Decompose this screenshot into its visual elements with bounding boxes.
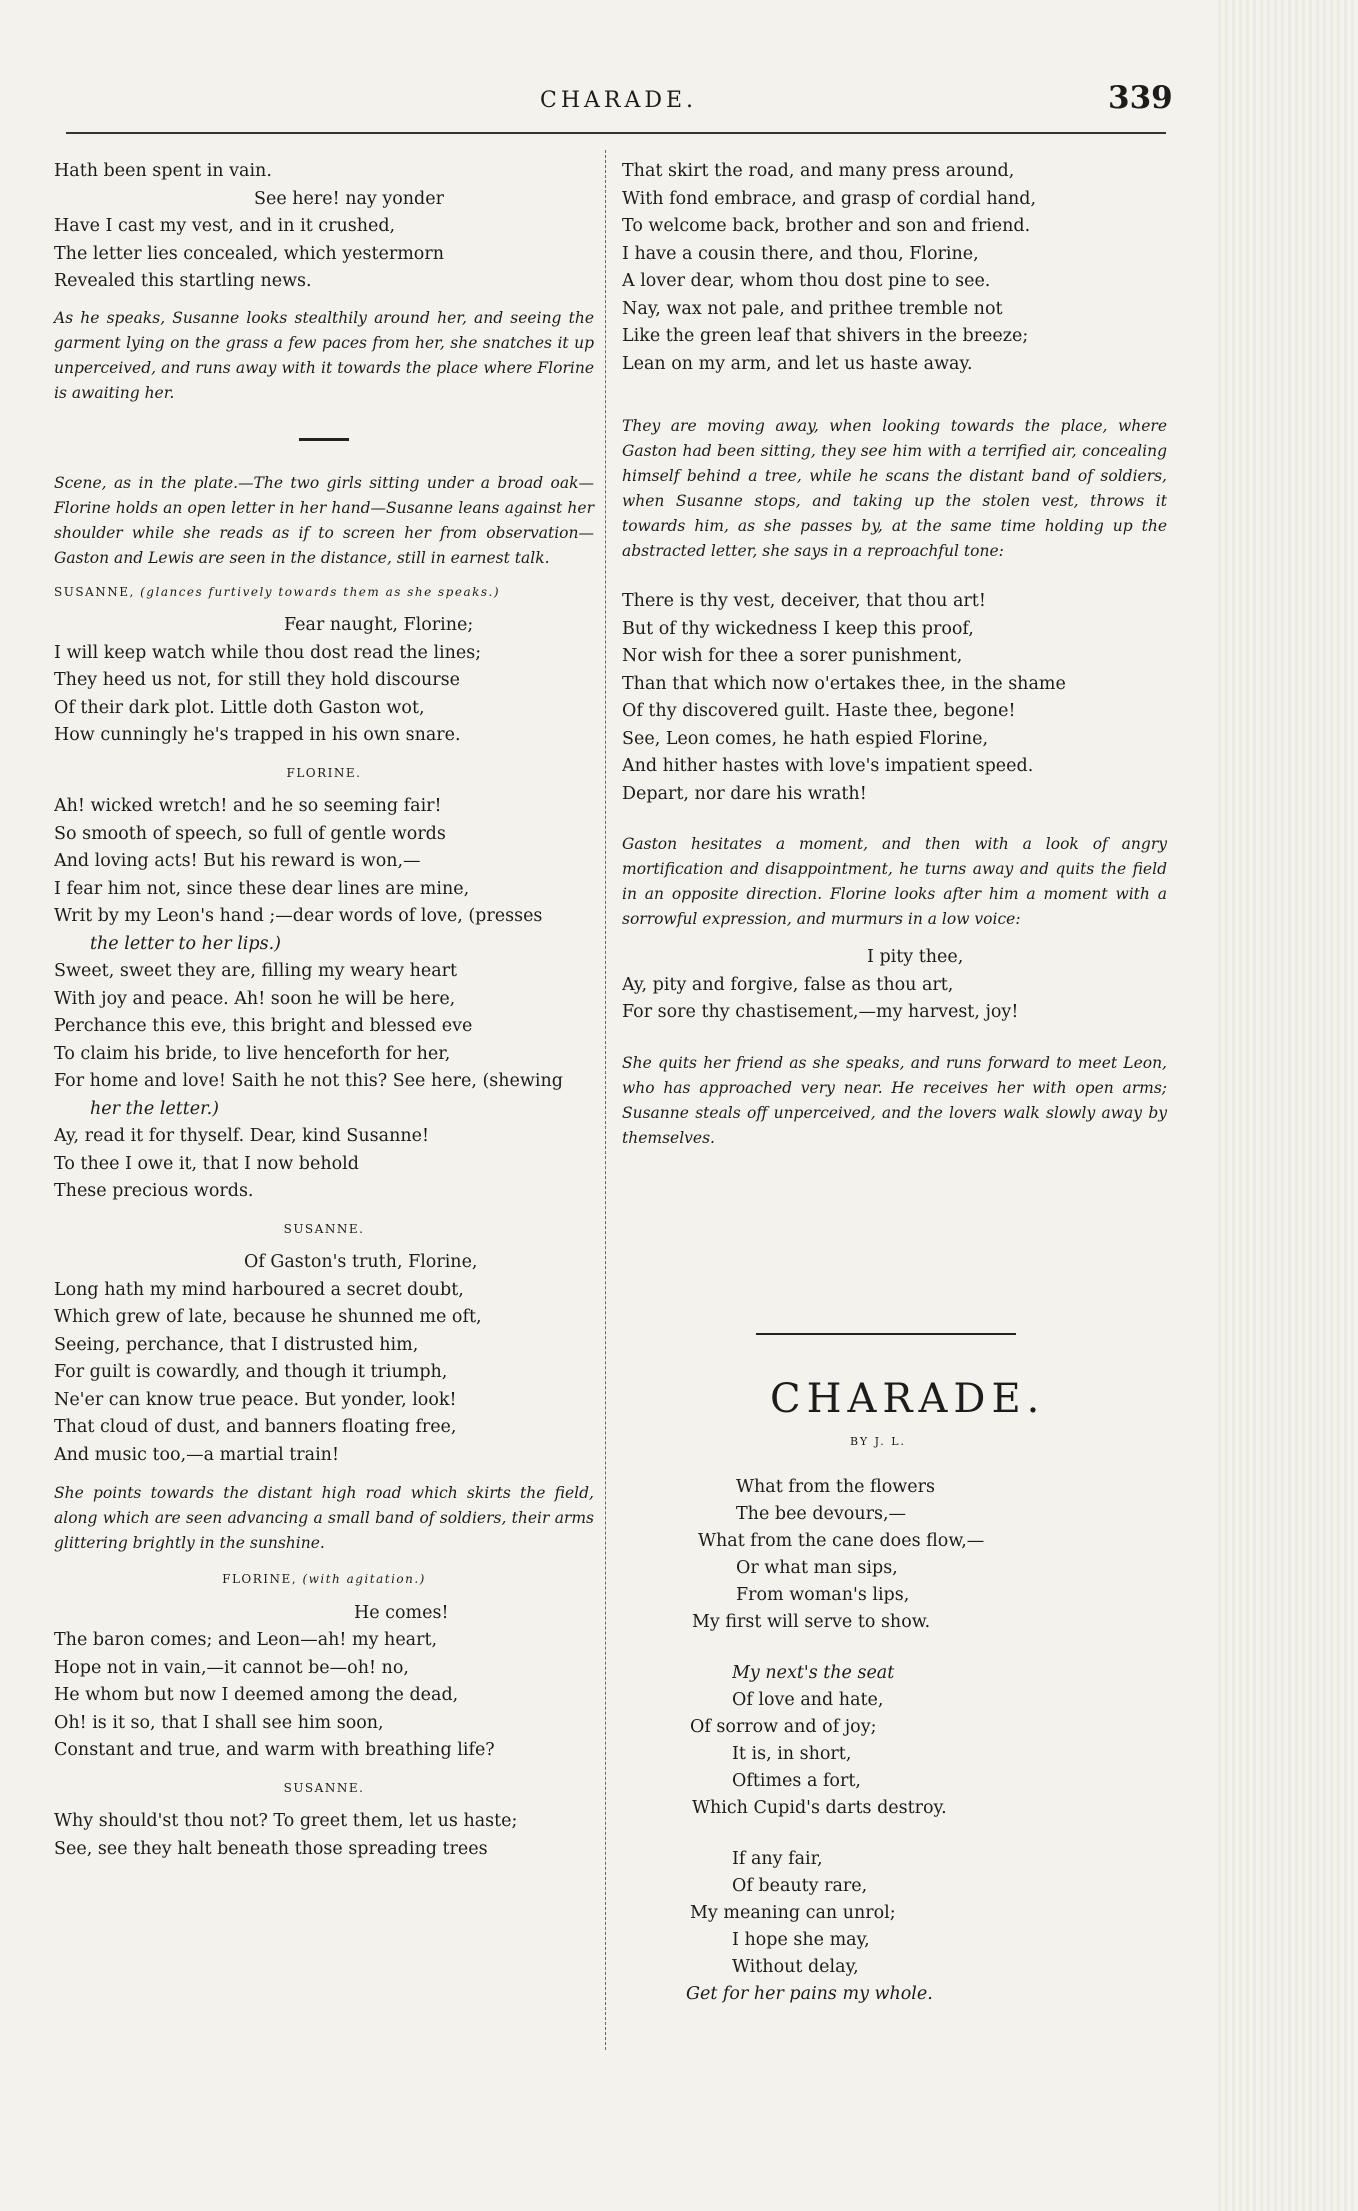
verse-block	[622, 158, 1167, 378]
verse-line: With fond embrace, and grasp of cordial hand,	[622, 188, 1037, 209]
verse-line: If any fair,	[732, 1849, 823, 1869]
verse-line: Perchance this eve, this bright and blessed eve	[54, 1016, 473, 1036]
verse-line: Of thy discovered guilt. Haste thee, begone!	[622, 701, 1016, 721]
verse-line: Fear naught, Florine;	[284, 615, 474, 635]
stage-direction: They are moving away, when looking towards the place, where Gaston had been sitting, they see him with a terrified air, concealing himself behind a tree, while he scans the distant band of soldiers, when Susanne stops, and taking up the stolen vest, throws it towards him, as she passes by, at the same time holding up the abstracted letter, she says in a reproachful tone:	[622, 417, 1167, 560]
verse-line: Sweet, sweet they are, filling my weary heart	[54, 961, 458, 981]
verse-block	[622, 588, 1167, 808]
verse-line: These precious words.	[54, 1181, 254, 1201]
verse-block	[54, 793, 594, 1206]
speaker-heading	[54, 579, 594, 607]
stage-direction: She quits her friend as she speaks, and runs forward to meet Leon, who has approached very near. He receives her with open arms; Susanne steals off unperceived, and the lovers walk slowly away by themselves.	[622, 1053, 1167, 1147]
verse-line: Of love and hate,	[732, 1690, 884, 1710]
verse-line: her the letter.)	[90, 1098, 219, 1119]
verse-line: Why should'st thou not? To greet them, let us haste;	[54, 1811, 518, 1831]
verse-line: There is thy vest, deceiver, that thou art!	[622, 591, 986, 611]
verse-block	[54, 1808, 594, 1863]
verse-line: I fear him not, since these dear lines are mine,	[54, 878, 470, 899]
verse-line: Of beauty rare,	[732, 1876, 868, 1896]
verse-line: To thee I owe it, that I now behold	[54, 1153, 359, 1174]
running-header: CHARADE.	[540, 88, 698, 113]
verse-block	[54, 158, 594, 296]
verse-line: See here! nay yonder	[254, 188, 444, 209]
verse-line: For guilt is cowardly, and though it triumph,	[54, 1362, 448, 1382]
verse-line: Writ by my Leon's hand ;—dear words of love, (presses	[54, 906, 543, 926]
verse-line: It is, in short,	[732, 1744, 852, 1764]
verse-line: Like the green leaf that shivers in the breeze;	[622, 326, 1029, 346]
verse-line: Hope not in vain,—it cannot be—oh! no,	[54, 1657, 409, 1678]
verse-line: To welcome back, brother and son and friend.	[622, 216, 1031, 236]
verse-line: Oh! is it so, that I shall see him soon,	[54, 1712, 384, 1733]
spacer	[622, 564, 1167, 588]
verse-line: Hath been spent in vain.	[54, 161, 272, 181]
verse-line: And music too,—a martial train!	[54, 1444, 339, 1465]
verse-line: The bee devours,—	[736, 1504, 907, 1524]
speaker-heading	[54, 1566, 594, 1594]
verse-line: Than that which now o'ertakes thee, in the shame	[622, 673, 1066, 694]
verse-line: The baron comes; and Leon—ah! my heart,	[54, 1630, 438, 1650]
verse-line: I have a cousin there, and thou, Florine,	[622, 243, 979, 264]
verse-line: They heed us not, for still they hold discourse	[54, 670, 460, 690]
verse-line: That skirt the road, and many press around,	[622, 161, 1015, 181]
verse-line: He whom but now I deemed among the dead,	[54, 1685, 459, 1705]
stanza	[690, 1474, 985, 1636]
speaker-direction: (with agitation.)	[302, 1572, 426, 1586]
speaker-name: SUSANNE,	[54, 584, 135, 599]
speaker-name: FLORINE,	[222, 1572, 298, 1586]
verse-line: I pity thee,	[867, 947, 964, 967]
verse-line: I hope she may,	[732, 1930, 870, 1950]
verse-line: Of sorrow and of joy;	[690, 1717, 877, 1737]
verse-line: Ne'er can know true peace. But yonder, look!	[54, 1389, 457, 1410]
scan-noise	[1218, 0, 1358, 2211]
stanza	[686, 1846, 976, 2008]
spacer	[622, 932, 1167, 944]
stage-direction: Gaston hesitates a moment, and then with a look of angry mortification and disappointment, he turns away and quits the field in an opposite direction. Florine looks after him a moment with a sorrowful expression, and murmurs in a low voice:	[622, 835, 1167, 928]
speaker-direction: (glances furtively towards them as she speaks.)	[140, 584, 501, 599]
verse-line: From woman's lips,	[736, 1585, 910, 1605]
verse-line: Nor wish for thee a sorer punishment,	[622, 646, 963, 666]
verse-line: What from the flowers	[736, 1477, 935, 1497]
verse-line: The letter lies concealed, which yestermorn	[54, 243, 444, 264]
page-number: 339	[1108, 80, 1173, 116]
verse-line: And loving acts! But his reward is won,—	[54, 851, 421, 871]
verse-line: Nay, wax not pale, and prithee tremble not	[622, 298, 1003, 319]
section-rule	[756, 1333, 1016, 1335]
column-divider	[605, 150, 606, 2050]
verse-line: What from the cane does flow,—	[698, 1531, 985, 1551]
verse-line: He comes!	[354, 1602, 449, 1623]
verse-line: Long hath my mind harboured a secret doubt,	[54, 1279, 464, 1300]
verse-line: How cunningly he's trapped in his own snare.	[54, 725, 461, 745]
verse-line: That cloud of dust, and banners floating free,	[54, 1417, 457, 1437]
verse-line: A lover dear, whom thou dost pine to see.	[622, 271, 991, 291]
verse-line: To claim his bride, to live henceforth for her,	[54, 1043, 451, 1064]
header-rule	[66, 132, 1166, 134]
verse-line: Lean on my arm, and let us haste away.	[622, 353, 973, 374]
right-column	[622, 158, 1167, 1151]
charade-title: CHARADE.	[770, 1376, 1046, 1422]
verse-line: Ay, pity and forgive, false as thou art,	[622, 974, 954, 995]
verse-line: Get for her pains my whole.	[686, 1984, 933, 2004]
verse-line: My first will serve to show.	[692, 1612, 931, 1632]
verse-line: My meaning can unrol;	[690, 1903, 896, 1923]
verse-line: So smooth of speech, so full of gentle words	[54, 823, 446, 844]
charade-poem	[686, 1474, 985, 2032]
verse-line: Seeing, perchance, that I distrusted him,	[54, 1334, 419, 1355]
stage-direction: She points towards the distant high road which skirts the field, along which are seen advancing a small band of soldiers, their arms glittering brightly in the sunshine.	[54, 1484, 594, 1552]
verse-block	[622, 944, 1167, 1027]
verse-block	[54, 612, 594, 750]
stage-direction: As he speaks, Susanne looks stealthily around her, and seeing the garment lying on the grass a few paces from her, she snatches it up unperceived, and runs away with it towards the place where Florine is awaiting her.	[54, 308, 594, 402]
verse-line: And hither hastes with love's impatient speed.	[622, 756, 1034, 776]
verse-line: Have I cast my vest, and in it crushed,	[54, 216, 396, 236]
verse-block	[54, 1600, 594, 1765]
verse-line: Depart, nor dare his wrath!	[622, 783, 867, 804]
speaker-heading: FLORINE.	[286, 765, 362, 780]
verse-line: My next's the seat	[732, 1663, 895, 1683]
verse-block	[54, 1249, 594, 1469]
section-rule	[299, 438, 349, 441]
verse-line: Ah! wicked wretch! and he so seeming fair!	[54, 796, 442, 816]
verse-line: Which grew of late, because he shunned me oft,	[54, 1307, 482, 1327]
verse-line: See, Leon comes, he hath espied Florine,	[622, 728, 989, 749]
verse-line: Constant and true, and warm with breathing life?	[54, 1740, 495, 1760]
verse-line: I will keep watch while thou dost read the lines;	[54, 642, 482, 663]
verse-line: Which Cupid's darts destroy.	[692, 1798, 947, 1818]
verse-line: With joy and peace. Ah! soon he will be here,	[54, 988, 456, 1009]
spacer	[622, 378, 1167, 402]
left-column	[54, 158, 594, 1863]
verse-line: Or what man sips,	[736, 1558, 898, 1578]
verse-line: Without delay,	[732, 1957, 859, 1977]
verse-line: Of Gaston's truth, Florine,	[244, 1252, 478, 1272]
verse-line: the letter to her lips.)	[90, 933, 281, 954]
verse-line: Revealed this startling news.	[54, 271, 312, 291]
scene-description: Scene, as in the plate.—The two girls sitting under a broad oak—Florine holds an open letter in her hand—Susanne leans against her shoulder while she reads as if to screen her from observation—Gaston and Lewis are seen in the distance, still in earnest talk.	[54, 473, 594, 567]
speaker-heading: SUSANNE.	[283, 1780, 365, 1795]
stanza	[690, 1660, 976, 1822]
verse-line: But of thy wickedness I keep this proof,	[622, 618, 974, 639]
verse-line: Oftimes a fort,	[732, 1771, 861, 1791]
verse-line: For sore thy chastisement,—my harvest, joy!	[622, 1002, 1019, 1022]
verse-line: For home and love! Saith he not this? See here, (shewing	[54, 1071, 563, 1091]
byline: BY J. L.	[850, 1435, 906, 1448]
spacer	[622, 1027, 1167, 1039]
verse-line: Of their dark plot. Little doth Gaston wot,	[54, 697, 425, 718]
speaker-heading: SUSANNE.	[283, 1221, 365, 1236]
verse-line: See, see they halt beneath those spreading trees	[54, 1838, 488, 1859]
verse-line: Ay, read it for thyself. Dear, kind Susanne!	[54, 1126, 430, 1146]
spacer	[622, 808, 1167, 820]
